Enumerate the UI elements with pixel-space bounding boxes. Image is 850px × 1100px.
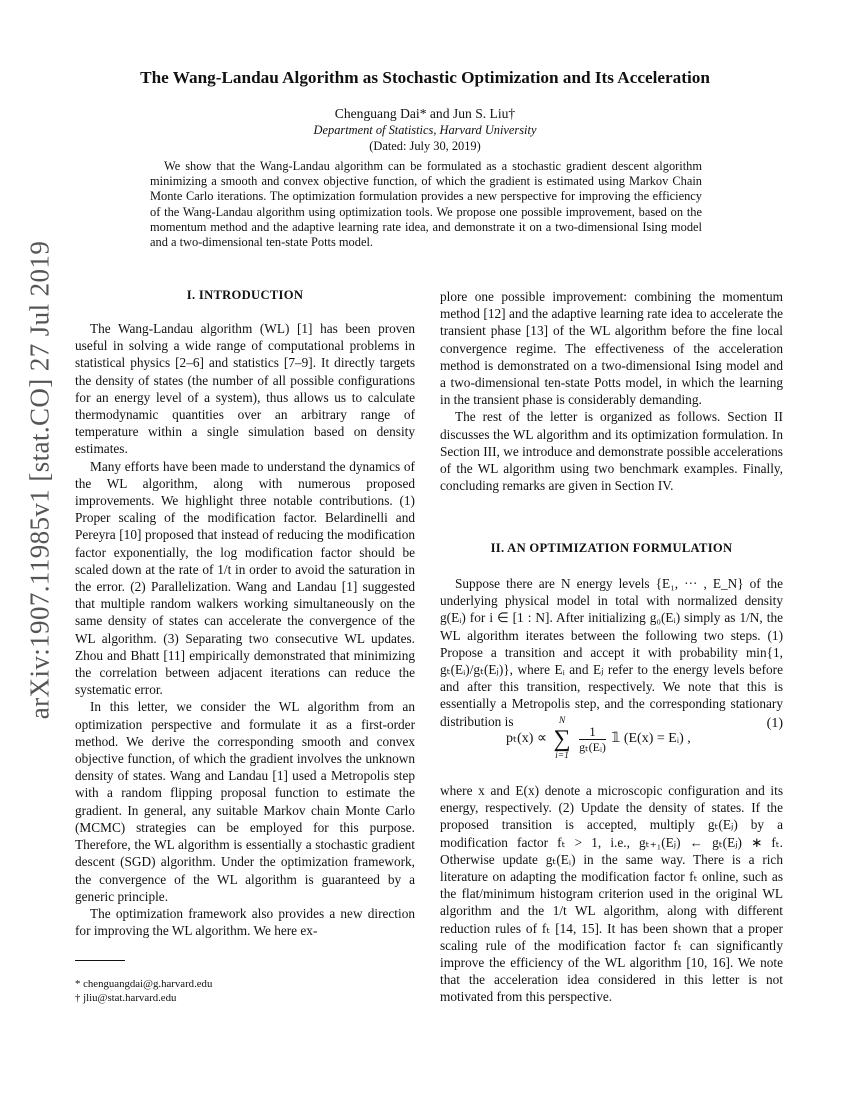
footnotes (75, 977, 415, 1005)
intro-paragraph-4: The optimization framework also provides a new direction for improving the WL algorithm. We here ex- (75, 905, 415, 939)
fraction-denominator: gₜ(Eᵢ) (579, 739, 606, 754)
equation-lhs: pₜ(x) ∝ (506, 731, 547, 747)
sum-operator (553, 716, 570, 762)
footnote-rule (75, 960, 125, 961)
section2-paragraph-2: where x and E(x) denote a microscopic configuration and its energy, respectively. (2) Update the density of states. If the proposed transition is accepted, multiply gₜ(Eⱼ) by a modification factor fₜ > 1, i.e., gₜ₊₁(Eⱼ) ← gₜ(Eⱼ) ∗ fₜ. Otherwise update gₜ(Eᵢ) in the same way. There is a rich literature on adapting the modification factor fₜ online, such as the flat/minimum histogram criterion used in the original WL algorithm and the 1/t WL algorithm, along with different reduction rules of fₜ [14, 15]. It has been shown that a proper scaling rule of the modification factor fₜ can significantly improve the efficiency of the WL algorithm [10, 16]. We note that the acceleration idea considered in this letter is not motivated from this perspective. (440, 783, 783, 1005)
equation-rhs: 𝟙 (E(x) = Eᵢ) , (611, 731, 691, 747)
dated-line: (Dated: July 30, 2019) (369, 139, 481, 153)
affiliation: Department of Statistics, Harvard University (313, 123, 537, 137)
left-column (75, 320, 415, 939)
sum-lower-limit: i=1 (555, 751, 569, 761)
intro-paragraph-1: The Wang-Landau algorithm (WL) [1] has been proven useful in solving a wide range of computational problems in statistical physics [2–6] and statistics [7–9]. It directly targets the density of states (the number of all possible configurations for an energy level of a system), thus allows us to calculate thermodynamic quantities over an arbitrary range of temperature within a single simulation based on density estimates. (75, 321, 415, 457)
footnote-email-liu: † jliu@stat.harvard.edu (75, 992, 177, 1004)
section-heading-introduction: I. INTRODUCTION (186, 288, 304, 302)
fraction-numerator: 1 (579, 724, 606, 740)
arxiv-stamp-text: arXiv:1907.11985v1 [stat.CO] 27 Jul 2019 (24, 240, 55, 720)
sigma-symbol: ∑ (553, 726, 571, 752)
sum-upper-limit: N (558, 716, 566, 726)
section-heading-optimization: II. AN OPTIMIZATION FORMULATION (490, 541, 733, 555)
arxiv-stamp (20, 240, 60, 720)
section2-paragraph-1: Suppose there are N energy levels {E₁, ··· , E_N} of the underlying physical model in total with normalized density g(Eᵢ) for i ∈ [1 : N]. After initializing g₀(Eᵢ) simply as 1/N, the WL algorithm iterates between the following two steps. (1) Propose a transition and accept it with probability min{1, gₜ(Eᵢ)/gₜ(Eⱼ)}, where Eᵢ and Eⱼ refer to the energy levels before and after this transition, respectively. We note that this is essentially a Metropolis step, and the corresponding stationary distribution is (440, 576, 783, 729)
intro-organization-paragraph: The rest of the letter is organized as follows. Section II discusses the WL algorithm and its optimization formulation. In Section III, we introduce and demonstrate possible accelerations of the WL algorithm using two benchmark examples. Finally, concluding remarks are given in Section IV. (440, 409, 783, 494)
abstract: We show that the Wang-Landau algorithm can be formulated as a stochastic gradient descent algorithm minimizing a smooth and convex objective function, of which the gradient is estimated using Markov Chain Monte Carlo iterations. The optimization formulation provides a new perspective for improving the efficiency of the Wang-Landau algorithm using optimization tools. We propose one possible improvement, based on the momentum method and the adaptive learning rate idea, and demonstrate it on a two-dimensional Ising model and a two-dimensional ten-state Potts model. (150, 159, 702, 250)
section2-text-bottom (440, 782, 783, 1006)
right-column (440, 288, 783, 494)
equation-body (506, 716, 691, 762)
intro-paragraph-3: In this letter, we consider the WL algorithm from an optimization perspective and formulate it as a first-order method. We derive the corresponding smooth and convex objective function, of which the gradient involves the unknown density of states. Wang and Landau [1] used a Metropolis step with a random flipping proposal function to estimate the gradient. In general, any suitable Markov chain Monte Carlo (MCMC) strategies can be employed for this purpose. Therefore, the WL algorithm is essentially a stochastic gradient descent (SGD) algorithm. Under the optimization framework, the convergence of the WL algorithm is guaranteed by a generic principle. (75, 699, 415, 904)
equation-number: (1) (766, 716, 783, 731)
intro-paragraph-2: Many efforts have been made to understand the dynamics of the WL algorithm, along with numerous proposed improvements. We highlight three notable contributions. (1) Proper scaling of the modification factor. Belardinelli and Pereyra [10] proposed that instead of reducing the modification factor exponentially, the log modification factor should be scaled down at the rate of 1/t in order to avoid the saturation in the error. (2) Parallelization. Wang and Landau [1] suggested that multiple random walkers working simultaneously on the same density of states can accelerate the convergence of the WL algorithm. (3) Separating two consecutive WL updates. Zhou and Bhatt [11] empirically demonstrated that minimizing the correlation between adjacent iterations can reduce the systematic error. (75, 458, 415, 698)
authors: Chenguang Dai* and Jun S. Liu† (334, 106, 516, 121)
paper-title: The Wang-Landau Algorithm as Stochastic Optimization and Its Acceleration (140, 68, 710, 87)
footnote-email-dai: * chenguangdai@g.harvard.edu (75, 978, 213, 990)
intro-paragraph-4-continued: plore one possible improvement: combining the momentum method [12] and the adaptive learning rate idea to accelerate the transient phase [13] of the WL algorithm before the fine local convergence regime. The effectiveness of the acceleration method is demonstrated on a two-dimensional Ising model and a two-dimensional ten-state Potts model, in which the learning in the transient phase is considerably demanding. (440, 289, 783, 408)
equation-1 (440, 700, 783, 762)
equation-fraction (579, 724, 606, 755)
